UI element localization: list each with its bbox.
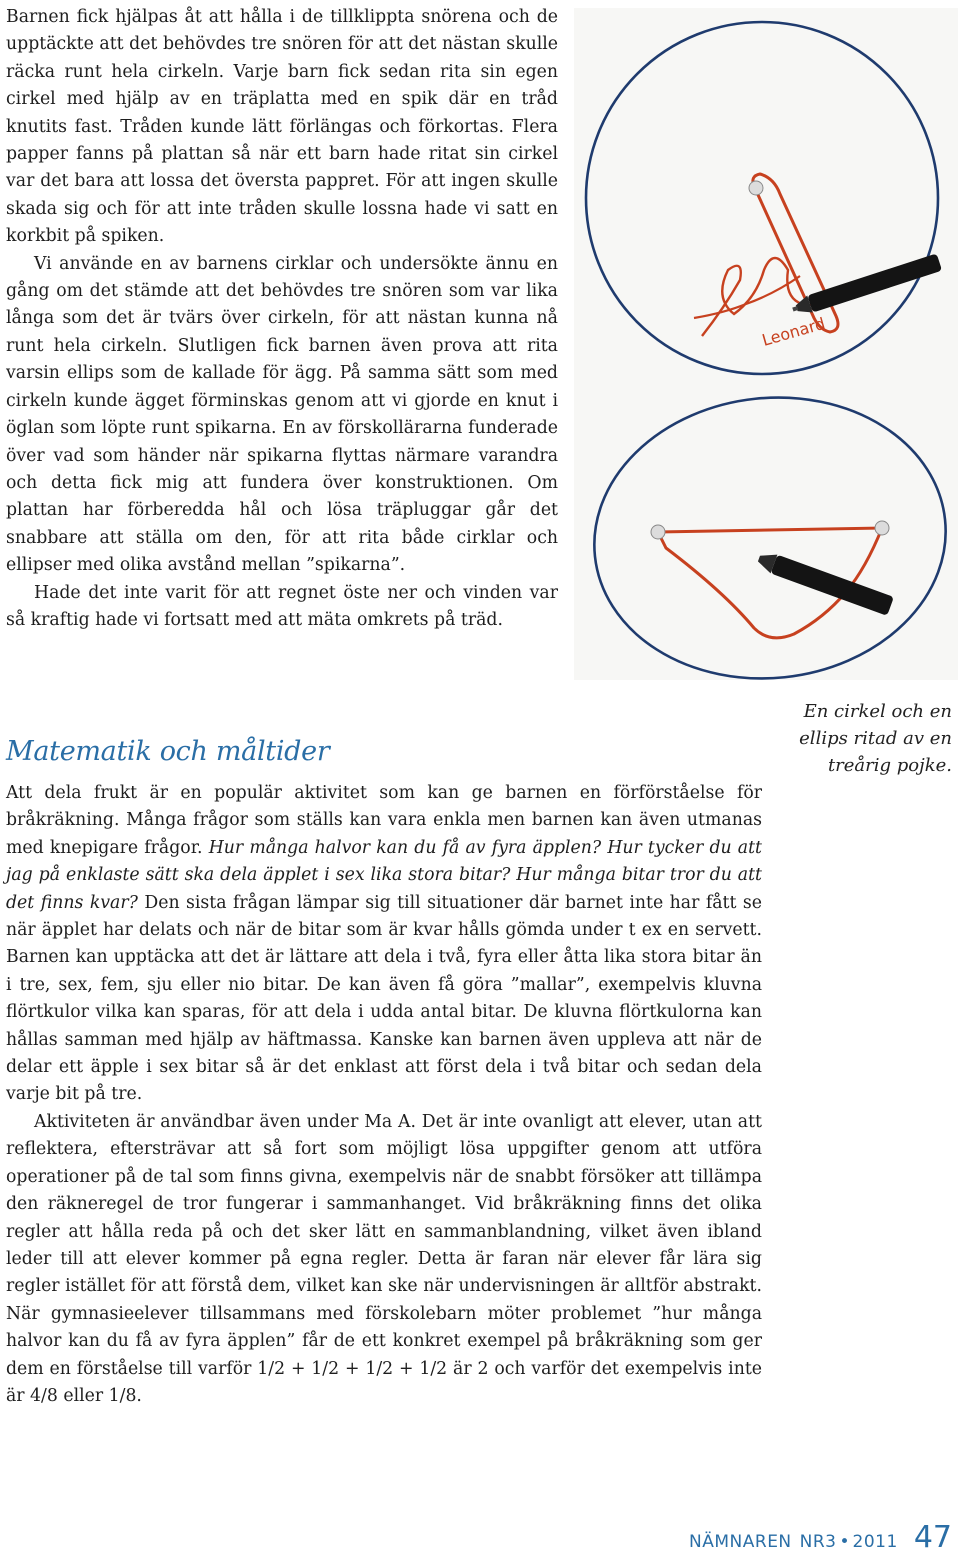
section-paragraph-1-end: Den sista frågan lämpar sig till situationer där barnet inte har fått se när äpplet har delats och när de bitar som är kvar hålls gömda under t ex en servett. Barnen kan upptäcka att det är lättare att dela i två, fyra eller åtta lika stora bitar än i tre, sex, fem, sju eller nio bitar. De kan även få göra ”mallar”, exempelvis kluvna flörtkulor vilka kan sparas, för att dela i udda antal bitar. De kluvna flörtkulorna kan hållas samman med hjälp av häftmassa. Kanske kan barnen även uppleva att när de delar ett äpple i sex bitar så är det enklast att först dela i två bitar och sedan dela varje bit på tre.: [6, 892, 762, 1105]
page-footer: [689, 1520, 952, 1556]
drawn-circle: [586, 22, 938, 374]
nail-icon: [875, 521, 889, 535]
separator-dot: •: [839, 1532, 850, 1552]
section-paragraph-1-start: Att dela frukt är en populär aktivitet som kan ge barnen en förförståelse för bråkräkning. Många frågor som ställs kan vara enkla men barnen kan även utmanas med knepigare frågor.: [6, 783, 762, 858]
drawing-photo: [574, 8, 958, 680]
section-paragraph-1-questions: Hur många halvor kan du få av fyra äpplen? Hur tycker du att jag på enklaste sätt ska dela äpplet i sex lika stora bitar? Hur många bitar tror du att det finns kvar?: [6, 837, 762, 913]
paragraph-2: Vi använde en av barnens cirklar och undersökte ännu en gång om det stämde att det behövdes tre snören som var lika långa som det är tvärs över cirkeln, för att nästan kunna nå runt hela cirkeln. Slutligen fick barnen även prova att rita varsin ellips som de kallade för ägg. På samma sätt som med cirkeln kunde ägget förminskas genom att vi gjorde en knut i öglan som löpte runt spikarna. En av förskollärarna funderade över vad som händer när spikarna flyttas närmare varandra och detta fick mig att fundera över konstruktionen. Om plattan har förberedda hål och lösa träpluggar går det snabbare att ställa om den, för att rita både cirklar och ellipser med olika avstånd mellan ”spikarna”.: [6, 253, 558, 576]
pen-icon: [756, 549, 894, 616]
page-number: 47: [913, 1520, 952, 1555]
section-text: [6, 780, 762, 1410]
scribble-mark-2: [694, 276, 800, 318]
nail-icon: [749, 181, 763, 195]
section-heading: Matematik och måltider: [6, 736, 330, 767]
issue-year: 2011: [852, 1532, 898, 1552]
paragraph-1: Barnen fick hjälpas åt att hålla i de tillklippta snörena och de upptäckte att det behövdes tre snören för att det nästan skulle räcka runt hela cirkeln. Varje barn fick sedan rita sin egen cirkel med hjälp av en träplatta med en spik där en tråd knutits fast. Tråden kunde lätt förlängas och förkortas. Flera papper fanns på plattan så när ett barn hade ritat sin cirkel var det bara att lossa det översta pappret. För att ingen skulle skada sig och för att inte tråden skulle lossna hade vi satt en korkbit på spiken.: [6, 7, 558, 247]
paragraph-3: Hade det inte varit för att regnet öste ner och vinden var så kraftig hade vi fortsatt med att mäta omkrets på träd.: [6, 582, 558, 630]
section-paragraph-2: Aktiviteten är användbar även under Ma A. Det är inte ovanligt att elever, utan att reflektera, eftersträvar att så fort som möjligt lösa uppgifter genom att utföra operationer på de tal som finns givna, exempelvis när de snabbt försöker att tillämpa den räkneregel de tror fungerar i sammanhanget. Vid bråkräkning finns det olika regler att hålla reda på och det sker lätt en sammanblandning, vilket även ibland leder till att elever kommer på egna regler. Detta är faran när elever får lära sig regler istället för att förstå dem, vilket kan ske när undervisningen är alltför abstrakt. När gymnasieelever tillsammans med förskolebarn möter problemet ”hur många halvor kan du få av fyra äpplen” får de ett konkret exempel på bråkräkning som ger dem en förståelse till varför 1/2 + 1/2 + 1/2 + 1/2 är 2 och varför det exempelvis inte är 4/8 eller 1/8.: [6, 1111, 762, 1406]
issue-number: NR3: [799, 1532, 837, 1552]
section-paragraph-1: [6, 780, 762, 1109]
top-column-text: [6, 4, 558, 634]
drawing-signature: Leonard: [759, 313, 828, 350]
figure-caption: En cirkel och en ellips ritad av en treårig pojke.: [799, 701, 952, 776]
nail-icon: [651, 525, 665, 539]
drawing-illustration: [574, 8, 958, 680]
magazine-name: NÄMNAREN: [689, 1532, 792, 1552]
